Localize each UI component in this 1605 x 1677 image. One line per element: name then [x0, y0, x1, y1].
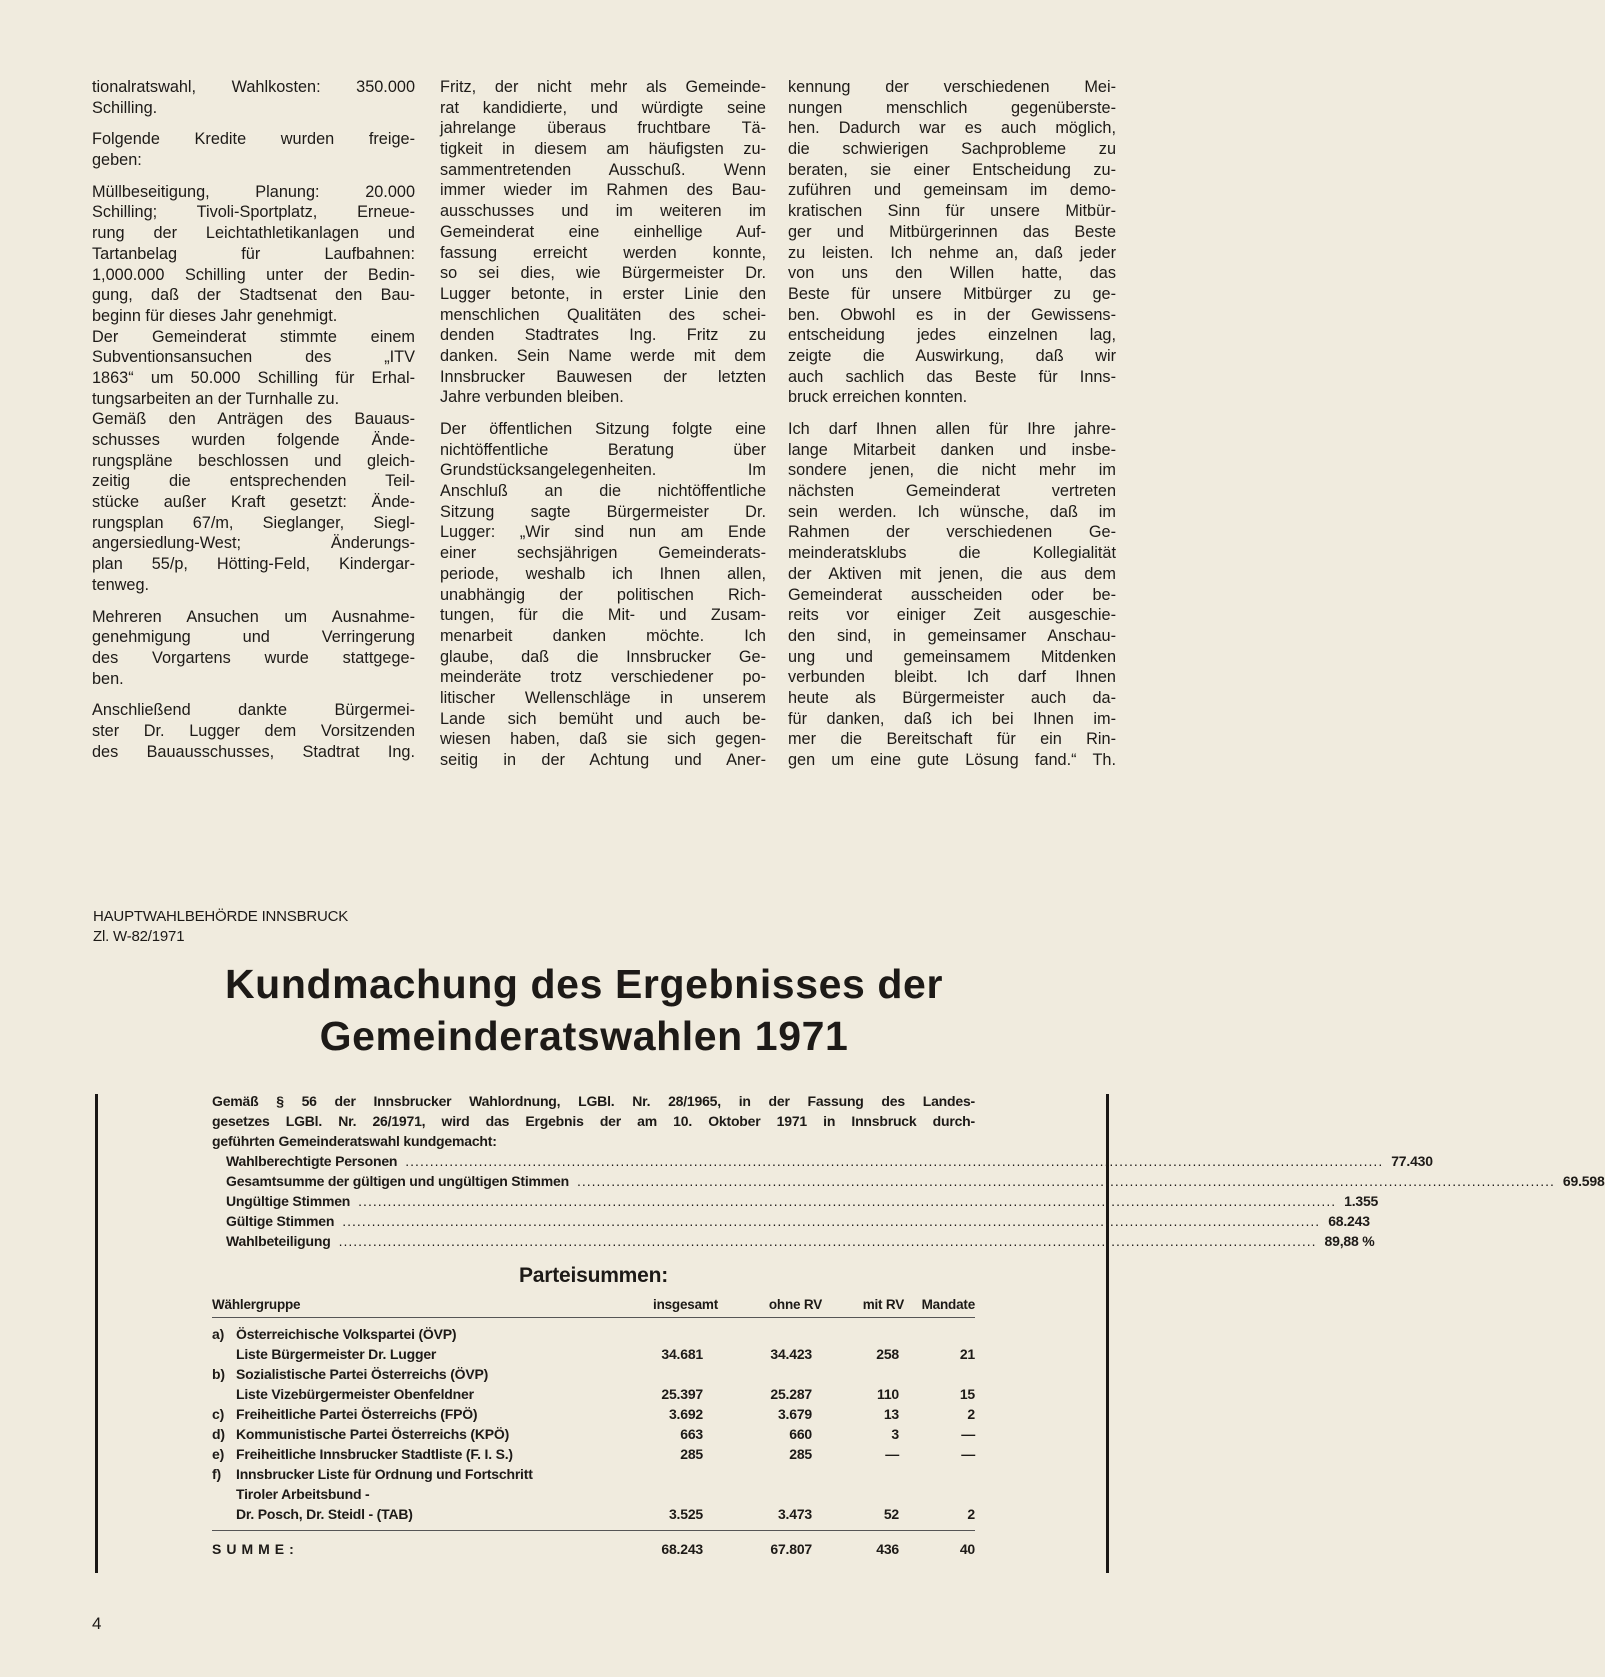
text-line: Mehreren Ansuchen um Ausnahme- [92, 607, 415, 626]
party-mandates: 15 [959, 1386, 975, 1402]
issuing-authority [93, 907, 348, 947]
text-line: Beste für unsere Mitbürger zu ge- [788, 284, 1116, 303]
text-line: bruck erreichen konnten. [788, 388, 968, 407]
text-line: meinderatsklubs die Kollegialität [788, 544, 1116, 563]
box-left-rule [95, 1094, 98, 1573]
party-name-cell [212, 1344, 632, 1364]
announcement-title [0, 958, 1168, 1062]
party-totals-heading: Parteisummen: [518, 1264, 669, 1287]
text-line: kennung der verschiedenen Mei- [788, 78, 1116, 96]
text-line: 1,000.000 Schilling unter der Bedin- [92, 265, 415, 284]
stat-label: Wahlbeteiligung [226, 1233, 331, 1249]
text-line: Der öffentlichen Sitzung folgte eine [440, 420, 766, 438]
text-line: Innsbrucker Bauwesen der letzten [440, 367, 766, 386]
party-with-rv: — [885, 1446, 899, 1462]
party-letter: a) [212, 1326, 225, 1342]
text-line: kratischen Sinn für unsere Mitbür- [788, 202, 1116, 221]
party-name-cell [212, 1384, 632, 1404]
text-line: tungen, für die Mit- und Zusam- [440, 606, 766, 625]
party-letter: c) [212, 1406, 225, 1422]
text-line: ster Dr. Lugger dem Vorsitzenden [92, 721, 415, 740]
text-line: ben. [92, 669, 124, 688]
text-line: Gemäß den Anträgen des Bauaus- [92, 410, 415, 429]
text-line: Fritz, der nicht mehr als Gemeinde- [440, 78, 766, 96]
text-line: einer sechsjährigen Gemeinderats- [440, 544, 766, 563]
intro-line: Gemäß § 56 der Innsbrucker Wahlordnung, LGBl. Nr. 28/1965, in der Fassung des Landes- [212, 1093, 975, 1109]
text-line: wiesen haben, daß sie sich gegen- [440, 730, 766, 749]
title-line-2: Gemeinderatswahlen 1971 [319, 1013, 849, 1059]
text-line: seitig in der Achtung und Aner- [440, 751, 766, 769]
party-total: 285 [680, 1446, 703, 1462]
stat-value: 68.243 [1328, 1213, 1370, 1229]
party-name-line: Innsbrucker Liste für Ordnung und Fortschritt [236, 1466, 533, 1482]
text-line: Folgende Kredite wurden freige- [92, 130, 415, 149]
text-line: zuführen und gemeinsam im demo- [788, 181, 1116, 200]
text-line: entscheidung jedes einzelnen lag, [788, 326, 1116, 345]
party-mandates [899, 1484, 975, 1504]
text-line: sammentretenden Ausschuß. Wenn [440, 160, 766, 179]
party-with-rv [812, 1324, 899, 1344]
party-letter [212, 1344, 236, 1364]
text-line: verbunden bleibt. Ich darf Ihnen [788, 668, 1116, 687]
party-without-rv: 34.423 [770, 1346, 812, 1362]
text-line: des Vorgartens wurde stattgege- [92, 648, 415, 667]
text-line: beginn für dieses Jahr genehmigt. [92, 306, 338, 325]
text-line: unabhängig der politischen Rich- [440, 585, 766, 604]
party-total [632, 1364, 703, 1384]
party-name-line: Österreichische Volkspartei (ÖVP) [236, 1326, 457, 1342]
party-with-rv [812, 1364, 899, 1384]
party-total [632, 1324, 703, 1344]
text-line: für danken, daß ich bei Ihnen im- [788, 709, 1116, 728]
sum-row [212, 1530, 975, 1559]
party-letter: b) [212, 1366, 225, 1382]
dot-leader: ........................................................................................................................................................................................................ [342, 1213, 1321, 1229]
text-line: stücke außer Kraft gesetzt: Ände- [92, 493, 415, 512]
header-group: Wählergruppe [212, 1297, 301, 1312]
stat-value: 89,88 % [1324, 1233, 1375, 1249]
text-line: rat kandidierte, und würdigte seine [440, 98, 766, 117]
party-mandates: 2 [967, 1506, 975, 1522]
party-total: 25.397 [661, 1386, 703, 1402]
text-line: Lugger betonte, in erster Linie den [440, 284, 766, 303]
text-line: rungspläne beschlossen und gleich- [92, 451, 415, 470]
text-line: mer die Bereitschaft für ein Rin- [788, 730, 1116, 749]
party-with-rv [812, 1464, 899, 1484]
text-line: ausschusses und im weiteren im [440, 202, 766, 221]
intro-line: gesetzes LGBl. Nr. 26/1971, wird das Ergebnis der am 10. Oktober 1971 in Innsbruck durch- [212, 1113, 975, 1129]
stat-label: Gültige Stimmen [226, 1213, 335, 1229]
text-line: hen. Dadurch war es auch möglich, [788, 119, 1116, 138]
title-line-1: Kundmachung des Ergebnisses der [224, 961, 944, 1007]
text-line: denden Stadtrates Ing. Fritz zu [440, 326, 766, 345]
text-line: ben. Obwohl es in der Gewissens- [788, 305, 1116, 324]
party-without-rv: 3.473 [777, 1506, 812, 1522]
sum-label: SUMME: [212, 1541, 299, 1557]
party-row [212, 1484, 975, 1504]
text-line: tigkeit in diesem am häufigsten zu- [440, 140, 766, 159]
party-row [212, 1344, 975, 1364]
text-line: reits vor einiger Zeit ausgeschie- [788, 606, 1116, 625]
text-line: tenweg. [92, 575, 150, 594]
paragraph [788, 419, 1116, 771]
header-mandates: Mandate [921, 1297, 975, 1312]
text-line: Tartanbelag für Laufbahnen: [92, 244, 415, 263]
text-line: zeigte die Auswirkung, daß wir [788, 346, 1116, 365]
stat-value: 1.355 [1344, 1193, 1379, 1209]
text-line: sondere jenen, die nicht mehr im [788, 461, 1116, 480]
text-line: 1863“ um 50.000 Schilling für Erhal- [92, 368, 415, 387]
party-total: 3.525 [668, 1506, 703, 1522]
page-number: 4 [92, 1614, 102, 1633]
text-line: immer wieder im Rahmen des Bau- [440, 181, 766, 200]
party-letter: d) [212, 1426, 225, 1442]
text-line: ger und Mitbürgerinnen das Beste [788, 222, 1116, 241]
text-line: Gemeinderat eine einhellige Auf- [440, 222, 766, 241]
party-name-cell [212, 1324, 632, 1344]
text-line: lange Mitarbeit danken und insbe- [788, 440, 1116, 459]
text-line: Anschließend dankte Bürgermei- [92, 701, 415, 720]
party-row [212, 1384, 975, 1404]
party-name-line: Tiroler Arbeitsbund - [236, 1486, 370, 1502]
party-with-rv: 3 [891, 1426, 899, 1442]
paragraph [440, 419, 766, 771]
party-total: 663 [680, 1426, 703, 1442]
text-line: auch sachlich das Beste für Inns- [788, 367, 1116, 386]
stat-label: Gesamtsumme der gültigen und ungültigen Stimmen [226, 1173, 569, 1189]
table-header [212, 1295, 975, 1318]
article-column-2 [440, 77, 766, 782]
intro-paragraph [212, 1091, 975, 1151]
text-line: gung, daß der Stadtsenat den Bau- [92, 286, 415, 305]
party-row [212, 1444, 975, 1464]
paragraph [788, 77, 1116, 408]
stat-value: 77.430 [1391, 1153, 1433, 1169]
text-line: Ich darf Ihnen allen für Ihre jahre- [788, 420, 1116, 438]
party-mandates [899, 1464, 975, 1484]
text-line: die schwierigen Sachprobleme zu [788, 140, 1116, 159]
text-line: den sind, in gemeinsamer Anschau- [788, 626, 1116, 645]
party-mandates: — [961, 1446, 975, 1462]
party-name-line: Freiheitliche Partei Österreichs (FPÖ) [236, 1406, 478, 1422]
sum-mandates: 40 [959, 1541, 975, 1557]
text-line: ung und gemeinsamem Mitdenken [788, 647, 1116, 666]
party-letter [212, 1504, 236, 1524]
reference-number: Zl. W-82/1971 [93, 928, 185, 945]
party-row [212, 1324, 975, 1344]
text-line: plan 55/p, Hötting-Feld, Kindergar- [92, 555, 415, 574]
text-line: gen um eine gute Lösung fand.“ Th. [788, 751, 1116, 769]
text-line: periode, weshalb ich Ihnen allen, [440, 564, 766, 583]
party-without-rv [703, 1464, 812, 1484]
text-line: nächsten Gemeinderat vertreten [788, 482, 1116, 501]
party-name-line: Liste Vizebürgermeister Obenfeldner [236, 1386, 474, 1402]
text-line: schusses wurden folgende Ände- [92, 431, 415, 449]
sum-without-rv: 67.807 [770, 1541, 812, 1557]
stat-label: Ungültige Stimmen [226, 1193, 351, 1209]
paragraph [92, 700, 415, 762]
statistics-list [212, 1151, 1605, 1251]
text-line: tionalratswahl, Wahlkosten: 350.000 [92, 78, 415, 96]
party-name-cell [212, 1404, 632, 1424]
text-line: zu leisten. Ich nehme an, daß jeder [788, 243, 1116, 262]
text-line: danken. Sein Name werde mit dem [440, 346, 766, 365]
party-with-rv: 13 [883, 1406, 899, 1422]
party-total: 34.681 [661, 1346, 703, 1362]
text-line: tungsarbeiten an der Turnhalle zu. [92, 389, 340, 408]
text-line: angersiedlung-West; Änderungs- [92, 534, 415, 553]
stat-row [212, 1191, 1379, 1211]
paragraph [440, 77, 766, 408]
text-line: nichtöffentliche Beratung über [440, 440, 766, 459]
party-mandates [899, 1364, 975, 1384]
party-without-rv: 25.287 [770, 1386, 812, 1402]
party-with-rv: 258 [876, 1346, 899, 1362]
sum-with-rv: 436 [876, 1541, 899, 1557]
party-with-rv [812, 1484, 899, 1504]
party-total: 3.692 [668, 1406, 703, 1422]
dot-leader: ........................................................................................................................................................................................................ [576, 1173, 1555, 1189]
header-with-rv: mit RV [862, 1297, 904, 1312]
text-line: so sei dies, wie Bürgermeister Dr. [440, 264, 766, 283]
party-name-cell [212, 1504, 632, 1524]
text-line: des Bauausschusses, Stadtrat Ing. [92, 742, 415, 761]
party-row [212, 1364, 975, 1384]
article-column-3 [788, 77, 1116, 782]
party-row [212, 1464, 975, 1484]
text-line: litischer Wellenschläge in unserem [440, 688, 766, 707]
text-line: heute als Bürgermeister auch da- [788, 688, 1116, 707]
dot-leader: ........................................................................................................................................................................................................ [338, 1233, 1317, 1249]
party-name-cell [212, 1364, 632, 1384]
text-line: der Aktiven mit jenen, die aus dem [788, 564, 1116, 583]
party-total [632, 1484, 703, 1504]
text-line: Der Gemeinderat stimmte einem [92, 327, 415, 346]
paragraph [92, 77, 415, 118]
text-line: glaube, daß die Innsbrucker Ge- [440, 647, 766, 666]
stat-row [212, 1211, 1370, 1231]
text-line: Gemeinderat ausscheiden oder be- [788, 585, 1116, 604]
party-total [632, 1464, 703, 1484]
stat-row [212, 1151, 1433, 1171]
stat-row [212, 1231, 1375, 1251]
stat-value: 69.598 [1562, 1173, 1605, 1189]
party-name-cell [212, 1444, 632, 1464]
party-row [212, 1404, 975, 1424]
dot-leader: ........................................................................................................................................................................................................ [358, 1193, 1337, 1209]
authority-name: HAUPTWAHLBEHÖRDE INNSBRUCK [93, 908, 349, 925]
text-line: menarbeit danken möchte. Ich [440, 626, 766, 645]
text-line: Lande sich bemüht und auch be- [440, 709, 766, 728]
party-without-rv [703, 1324, 812, 1344]
party-letter: e) [212, 1446, 225, 1462]
text-line: jahrelange überaus fruchtbare Tä- [440, 119, 766, 138]
party-mandates [899, 1324, 975, 1344]
party-without-rv: 285 [789, 1446, 812, 1462]
text-line: rungsplan 67/m, Sieglanger, Siegl- [92, 513, 415, 532]
text-line: Schilling. [92, 98, 158, 117]
party-without-rv: 3.679 [777, 1406, 812, 1422]
party-without-rv [703, 1484, 812, 1504]
party-name-line: Sozialistische Partei Österreichs (ÖVP) [236, 1366, 489, 1382]
party-letter [212, 1484, 236, 1504]
text-line: Rahmen der verschiedenen Ge- [788, 523, 1116, 542]
party-name-cell [212, 1464, 632, 1484]
text-line: genehmigung und Verringerung [92, 628, 415, 647]
sum-total: 68.243 [661, 1541, 703, 1557]
text-line: menschlichen Qualitäten des schei- [440, 305, 766, 324]
party-mandates: 21 [959, 1346, 975, 1362]
text-line: rung der Leichtathletikanlagen und [92, 224, 415, 243]
text-line: Anschluß an die nichtöffentliche [440, 482, 766, 501]
party-mandates: — [961, 1426, 975, 1442]
text-line: sein werden. Ich wünsche, daß im [788, 502, 1116, 521]
party-without-rv: 660 [789, 1426, 812, 1442]
stat-row [212, 1171, 1605, 1191]
header-total: insgesamt [653, 1297, 718, 1312]
text-line: beraten, sie einer Entscheidung zu- [788, 160, 1116, 179]
paragraph [92, 182, 415, 596]
election-results [212, 1091, 1605, 1559]
party-table-body [212, 1324, 975, 1524]
text-line: geben: [92, 151, 142, 170]
intro-line: geführten Gemeinderatswahl kundgemacht: [212, 1133, 497, 1149]
text-line: von uns den Willen hatte, das [788, 264, 1116, 283]
party-name-line: Kommunistische Partei Österreichs (KPÖ) [236, 1426, 510, 1442]
text-line: Grundstücksangelegenheiten. Im [440, 461, 766, 480]
party-row [212, 1504, 975, 1524]
stat-label: Wahlberechtigte Personen [226, 1153, 398, 1169]
party-name-cell [212, 1484, 632, 1504]
party-row [212, 1424, 975, 1444]
party-letter: f) [212, 1466, 221, 1482]
party-name-line: Dr. Posch, Dr. Steidl - (TAB) [236, 1506, 413, 1522]
text-line: Subventionsansuchen des „ITV [92, 348, 415, 367]
party-mandates: 2 [967, 1406, 975, 1422]
party-letter [212, 1384, 236, 1404]
text-line: zeitig die entsprechenden Teil- [92, 472, 415, 491]
text-line: meinderäte trotz verschiedener po- [440, 668, 766, 687]
party-with-rv: 110 [877, 1386, 899, 1402]
paragraph [92, 607, 415, 690]
party-with-rv: 52 [883, 1506, 899, 1522]
text-line: Müllbeseitigung, Planung: 20.000 [92, 182, 415, 201]
party-without-rv [703, 1364, 812, 1384]
dot-leader: ........................................................................................................................................................................................................ [405, 1153, 1384, 1169]
article-column-1 [92, 77, 415, 773]
text-line: Jahre verbunden bleiben. [440, 388, 624, 407]
text-line: Lugger: „Wir sind nun am Ende [440, 523, 766, 542]
header-without-rv: ohne RV [768, 1297, 822, 1312]
text-line: nungen menschlich gegenüberste- [788, 98, 1116, 117]
party-name-cell [212, 1424, 632, 1444]
text-line: fassung erreicht werden konnte, [440, 243, 766, 262]
party-name-line: Freiheitliche Innsbrucker Stadtliste (F. I. S.) [236, 1446, 513, 1462]
text-line: Schilling; Tivoli-Sportplatz, Erneue- [92, 203, 415, 222]
party-name-line: Liste Bürgermeister Dr. Lugger [236, 1346, 437, 1362]
paragraph [92, 129, 415, 170]
text-line: Sitzung sagte Bürgermeister Dr. [440, 502, 766, 521]
